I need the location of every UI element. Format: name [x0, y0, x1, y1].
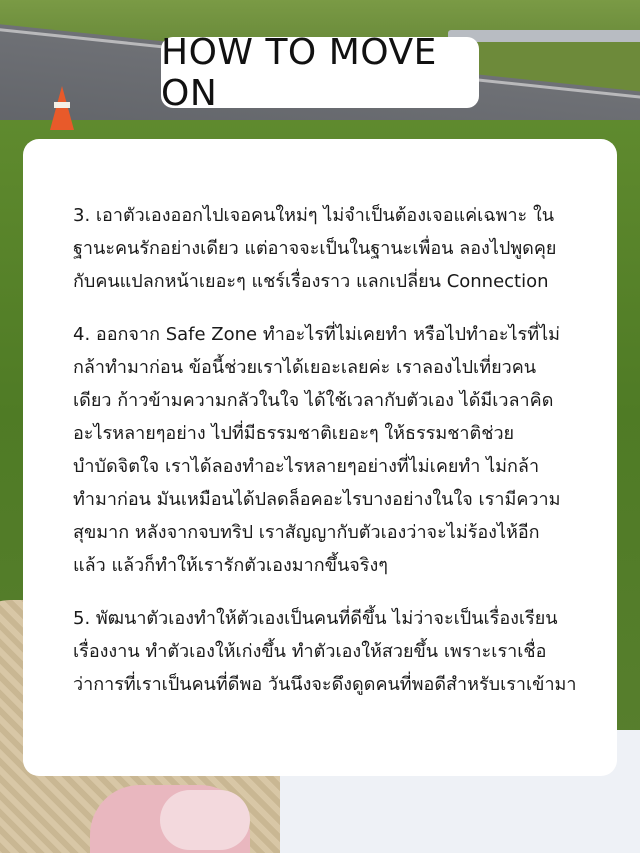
paragraph-line: เดียว ก้าวข้ามความกลัวในใจ ได้ใช้เวลากับตัวเอง ได้มีเวลาคิด [73, 390, 554, 411]
paragraph-line: อะไรหลายๆอย่าง ไปที่มีธรรมชาติเยอะๆ ให้ธรรมชาติช่วย [73, 423, 515, 444]
plush-toy-head [160, 790, 250, 850]
paragraph-line: 3. เอาตัวเองออกไปเจอคนใหม่ๆ ไม่จำเป็นต้องเจอแค่เฉพาะ ใน [73, 205, 555, 226]
paragraph-line: กับคนแปลกหน้าเยอะๆ แชร์เรื่องราว แลกเปลี่ยน Connection [73, 271, 549, 292]
paragraph-line: สุขมาก หลังจากจบทริป เราสัญญากับตัวเองว่าจะไม่ร้องไห้อีก [73, 522, 540, 543]
paragraph-line: กล้าทำมาก่อน ข้อนี้ช่วยเราได้เยอะเลยค่ะ เราลองไปเที่ยวคน [73, 357, 537, 378]
title-banner [161, 31, 479, 114]
paragraph-line: 4. ออกจาก Safe Zone ทำอะไรที่ไม่เคยทำ หรือไปทำอะไรที่ไม่ [73, 324, 560, 345]
tip-paragraph-5 [73, 602, 593, 701]
paragraph-line: ฐานะคนรักอย่างเดียว แต่อาจจะเป็นในฐานะเพื่อน ลองไปพูดคุย [73, 238, 557, 259]
tip-paragraph-3 [73, 199, 593, 298]
paragraph-line: เรื่องงาน ทำตัวเองให้เก่งขึ้น ทำตัวเองให้สวยขึ้น เพราะเราเชื่อ [73, 641, 547, 662]
traffic-cone-icon [50, 86, 74, 130]
paragraph-line: ทำมาก่อน มันเหมือนได้ปลดล็อคอะไรบางอย่างในใจ เรามีความ [73, 489, 561, 510]
paragraph-line: แล้ว แล้วก็ทำให้เรารักตัวเองมากขึ้นจริงๆ [73, 555, 388, 576]
tip-paragraph-4 [73, 318, 593, 582]
traffic-cone-band [54, 102, 70, 108]
paragraph-line: 5. พัฒนาตัวเองทำให้ตัวเองเป็นคนที่ดีขึ้น ไม่ว่าจะเป็นเรื่องเรียน [73, 608, 558, 629]
paragraph-line: บำบัดจิตใจ เราได้ลองทำอะไรหลายๆอย่างที่ไม่เคยทำ ไม่กล้า [73, 456, 540, 477]
paragraph-line: ว่าการที่เราเป็นคนที่ดีพอ วันนึงจะดึงดูดคนที่พอดีสำหรับเราเข้ามา [73, 674, 577, 695]
content-card [23, 139, 617, 776]
page-title: HOW TO MOVE ON [161, 31, 437, 114]
